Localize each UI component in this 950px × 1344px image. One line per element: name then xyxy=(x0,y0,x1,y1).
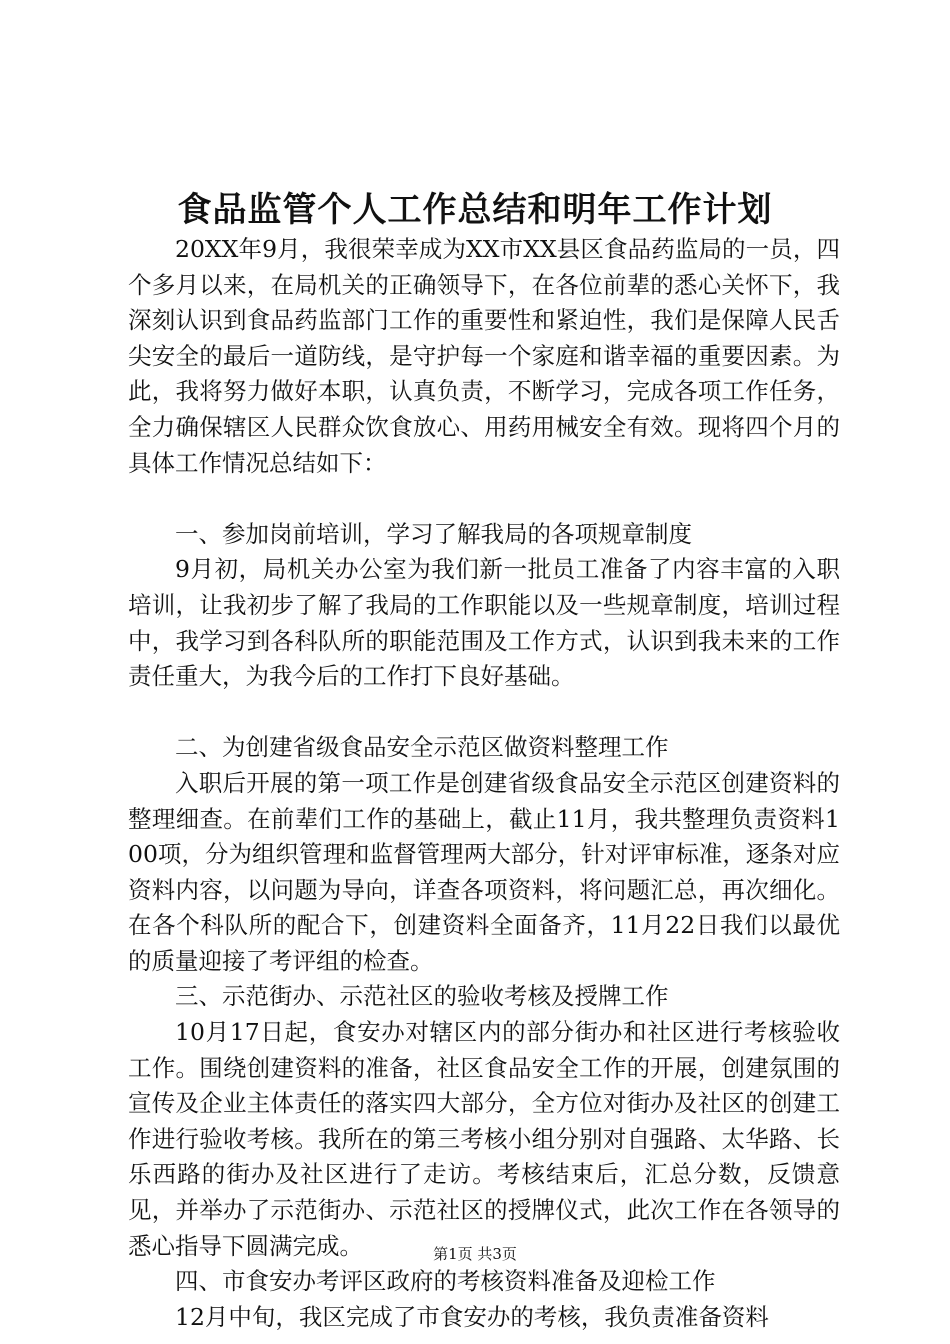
section-heading-3: 三、示范街办、示范社区的验收考核及授牌工作 xyxy=(175,982,669,1011)
section-heading-2: 二、为创建省级食品安全示范区做资料整理工作 xyxy=(175,733,669,762)
document-title: 食品监管个人工作总结和明年工作计划 xyxy=(177,190,773,230)
intro-paragraph: 20XX年9月，我很荣幸成为XX市XX县区食品药监局的一员，四个多月以来，在局机关的正确领导下，在各位前辈的悉心关怀下，我深刻认识到食品药监部门工作的重要性和紧迫性，我们是保障人民舌尖安全的最后一道防线，是守护每一个家庭和谐幸福的重要因素。为此，我将努力做好本职，认真负责，不断学习，完成各项工作任务，全力确保辖区人民群众饮食放心、用药用械安全有效。现将四个月的具体工作情况总结如下： xyxy=(128,235,840,477)
section-text-4: 12月中旬，我区完成了市食安办的考核，我负责准备资料 xyxy=(175,1302,769,1331)
paragraph-gap xyxy=(128,695,840,731)
section-text-2: 入职后开展的第一项工作是创建省级食品安全示范区创建资料的整理细查。在前辈们工作的基础上，截止11月，我共整理负责资料100项，分为组织管理和监督管理两大部分，针对评审标准，逐条对应资料内容，以问题为导向，详查各项资料，将问题汇总，再次细化。在各个科队所的配合下，创建资料全面备齐，11月22日我们以最优的质量迎接了考评组的检查。 xyxy=(128,768,840,975)
document-body xyxy=(128,232,840,1335)
paragraph-gap xyxy=(128,481,840,517)
section-text-1: 9月初，局机关办公室为我们新一批员工准备了内容丰富的入职培训，让我初步了解了我局的工作职能以及一些规章制度，培训过程中，我学习到各科队所的职能范围及工作方式，认识到我未来的工作责任重大，为我今后的工作打下良好基础。 xyxy=(128,555,840,691)
section-heading-1: 一、参加岗前培训，学习了解我局的各项规章制度 xyxy=(175,519,692,548)
page-footer: 第1页 共3页 xyxy=(433,1245,517,1263)
section-text-3: 10月17日起，食安办对辖区内的部分街办和社区进行考核验收工作。围绕创建资料的准备，社区食品安全工作的开展，创建氛围的宣传及企业主体责任的落实四大部分，全方位对街办及社区的创建工作进行验收考核。我所在的第三考核小组分别对自强路、太华路、长乐西路的街办及社区进行了走访。考核结束后，汇总分数，反馈意见，并举办了示范街办、示范社区的授牌仪式，此次工作在各领导的悉心指导下圆满完成。 xyxy=(128,1018,840,1260)
section-heading-4: 四、市食安办考评区政府的考核资料准备及迎检工作 xyxy=(175,1267,716,1296)
